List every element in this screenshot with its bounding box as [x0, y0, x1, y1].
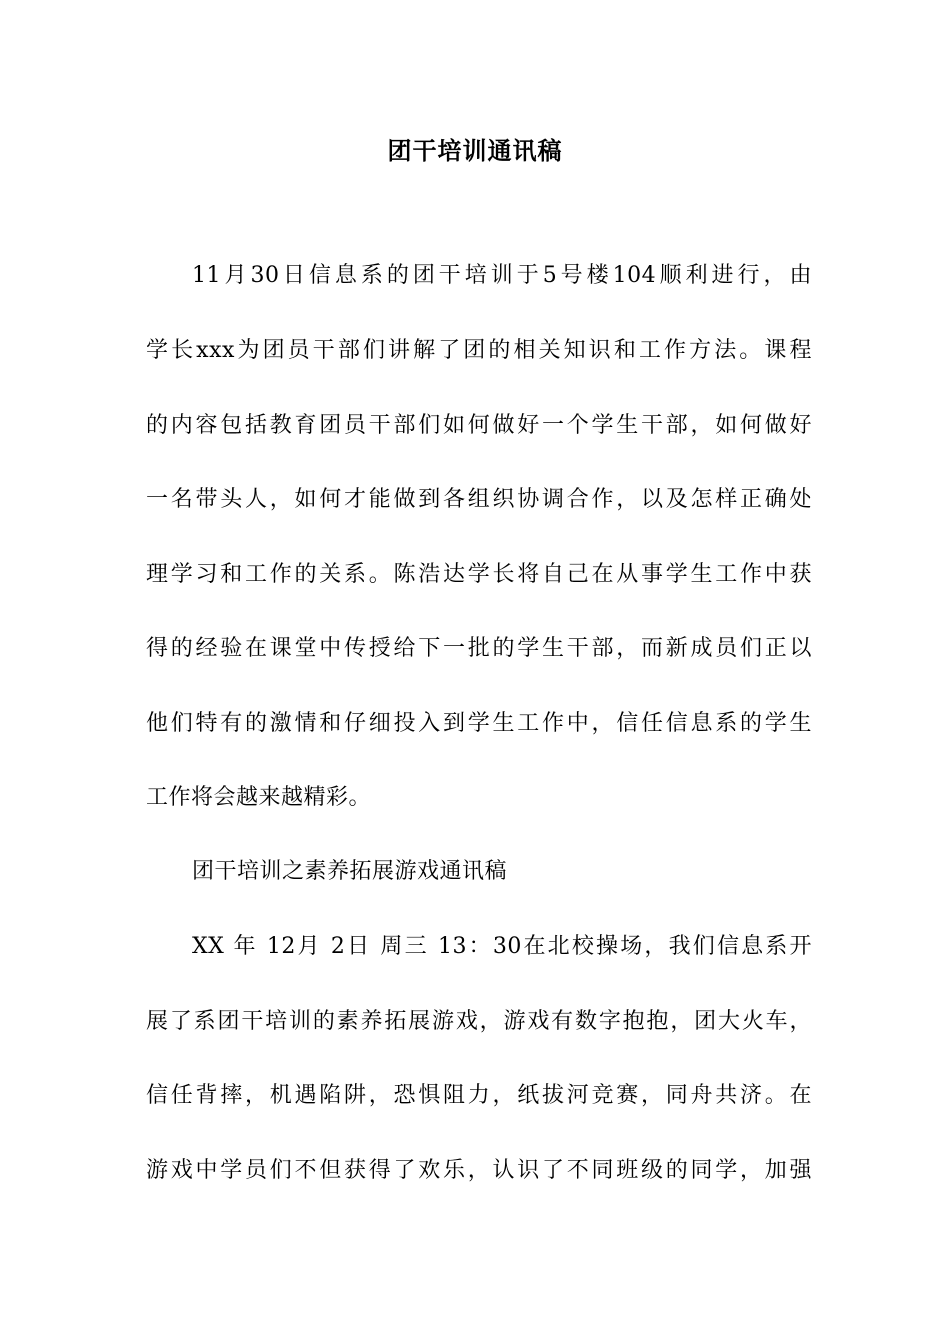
paragraph-line: 的内容包括教育团员干部们如何做好一个学生干部，如何做好 [146, 413, 812, 438]
paragraph-line: 信任背摔，机遇陷阱，恐惧阻力，纸拔河竞赛，同舟共济。在 [146, 1083, 812, 1108]
paragraph-line: XX 年 12月 2日 周三 13：30在北校操场，我们信息系开 [192, 934, 812, 959]
paragraph-line: 11月30日信息系的团干培训于5号楼104顺利进行，由 [192, 263, 812, 288]
paragraph-line: 理学习和工作的关系。陈浩达学长将自己在从事学生工作中获 [146, 562, 812, 587]
paragraph-line: 游戏中学员们不但获得了欢乐，认识了不同班级的同学，加强 [146, 1158, 812, 1183]
page-title: 团干培训通讯稿 [387, 136, 563, 165]
paragraph-line: 一名带头人，如何才能做到各组织协调合作，以及怎样正确处 [146, 487, 812, 512]
paragraph-line: 他们特有的激情和仔细投入到学生工作中，信任信息系的学生 [146, 711, 812, 736]
paragraph-line: 工作将会越来越精彩。 [146, 785, 372, 810]
subheading: 团干培训之素养拓展游戏通讯稿 [192, 859, 508, 884]
paragraph-line: 展了系团干培训的素养拓展游戏，游戏有数字抱抱，团大火车， [146, 1009, 812, 1034]
paragraph-line: 学长xxx为团员干部们讲解了团的相关知识和工作方法。课程 [146, 338, 812, 363]
paragraph-line: 得的经验在课堂中传授给下一批的学生干部，而新成员们正以 [146, 636, 812, 661]
